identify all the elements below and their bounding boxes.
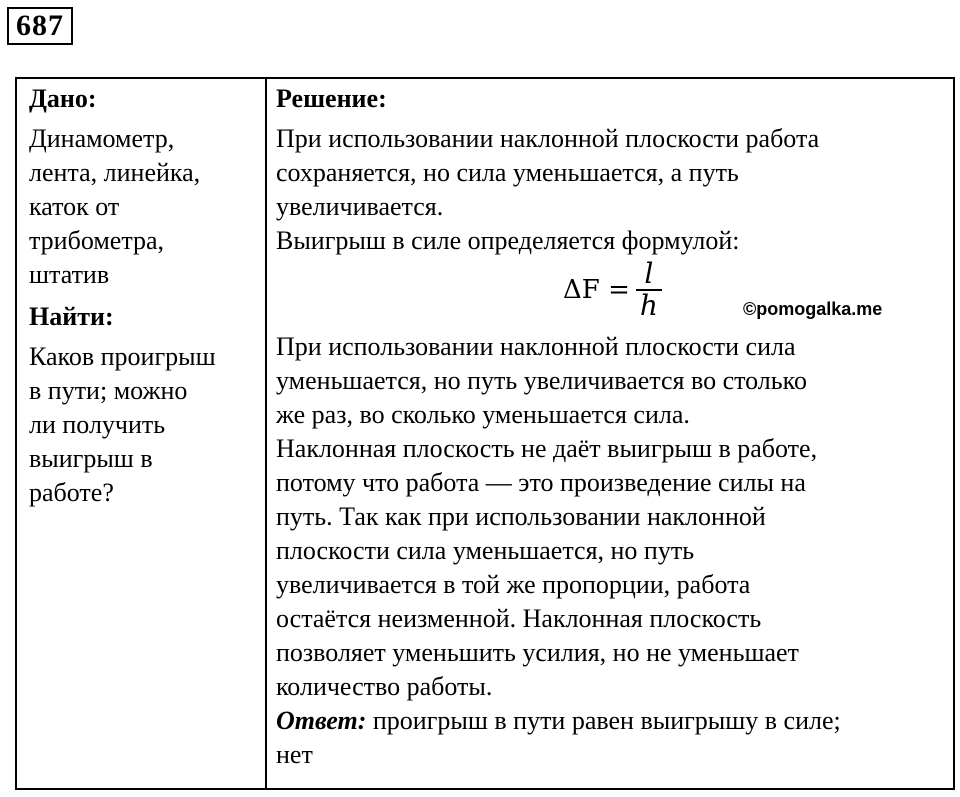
given-line: лента, линейка, — [29, 158, 201, 187]
column-divider — [265, 79, 267, 788]
given-line: штатив — [29, 260, 110, 289]
text-line: же раз, во сколько уменьшается сила. — [276, 400, 690, 429]
formula-lhs: ΔF = — [563, 275, 630, 305]
solution-para-4 — [276, 432, 951, 704]
given-line: Динамометр, — [29, 124, 175, 153]
find-line: в пути; можно — [29, 376, 188, 405]
force-gain-formula — [563, 254, 662, 326]
given-heading: Дано: — [29, 84, 97, 113]
find-text — [29, 340, 261, 510]
text-line: При использовании наклонной плоскости сила — [276, 332, 796, 361]
given-text — [29, 122, 261, 292]
given-column — [29, 79, 261, 510]
problem-table — [15, 77, 955, 790]
text-line: При использовании наклонной плоскости работа — [276, 124, 820, 153]
solution-para-3 — [276, 330, 951, 432]
text-line: сохраняется, но сила уменьшается, а путь — [276, 158, 739, 187]
text-line: позволяет уменьшить усилия, но не уменьшает — [276, 638, 799, 667]
find-line: выигрыш в — [29, 444, 153, 473]
given-line: трибометра, — [29, 226, 165, 255]
answer-label: Ответ: — [276, 706, 367, 735]
formula-row — [276, 258, 951, 330]
solution-para-1 — [276, 122, 951, 224]
text-line: плоскости сила уменьшается, но путь — [276, 536, 695, 565]
text-line: количество работы. — [276, 672, 493, 701]
answer-text: проигрыш в пути равен выигрышу в силе; — [366, 706, 841, 735]
find-heading: Найти: — [29, 302, 114, 331]
text-line: уменьшается, но путь увеличивается во столько — [276, 366, 807, 395]
text-line: увеличивается в той же пропорции, работа — [276, 570, 751, 599]
text-line: потому что работа — это произведение силы на — [276, 468, 806, 497]
formula-numerator: l — [644, 257, 654, 290]
text-line: путь. Так как при использовании наклонной — [276, 502, 766, 531]
solution-heading: Решение: — [276, 84, 387, 113]
answer-tail: нет — [276, 740, 313, 769]
text-line: увеличивается. — [276, 192, 444, 221]
answer — [276, 704, 951, 772]
answer-line — [276, 704, 951, 738]
formula-denominator: h — [639, 289, 658, 322]
watermark: ©pomogalka.me — [743, 299, 883, 319]
text-line: Наклонная плоскость не даёт выигрыш в работе, — [276, 434, 818, 463]
solution-column — [276, 79, 951, 772]
find-line: Каков проигрыш — [29, 342, 216, 371]
problem-number: 687 — [7, 7, 73, 45]
find-line: ли получить — [29, 410, 166, 439]
formula-fraction — [636, 259, 662, 321]
given-line: каток от — [29, 192, 120, 221]
solution-para-2: Выигрыш в силе определяется формулой: — [276, 226, 740, 255]
text-line: остаётся неизменной. Наклонная плоскость — [276, 604, 762, 633]
find-line: работе? — [29, 478, 114, 507]
